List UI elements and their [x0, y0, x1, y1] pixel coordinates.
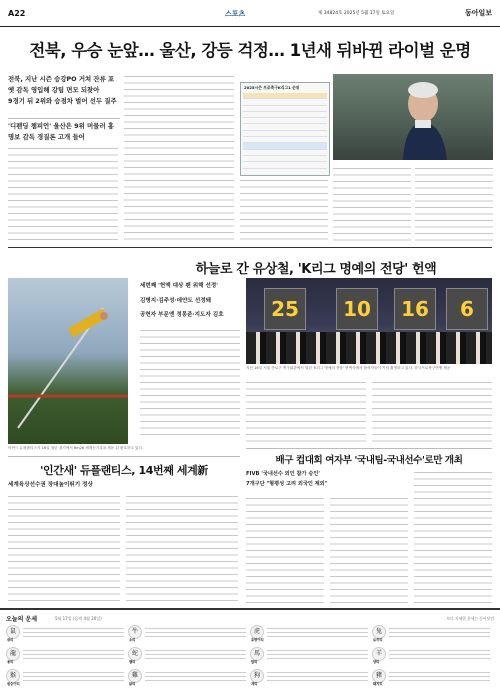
zodiac-entry: [250, 646, 368, 663]
main-headline: 전북, 우승 눈앞… 울산, 강등 걱정… 1년새 뒤바뀐 라이벌 운명: [29, 41, 471, 60]
jersey-number-3: 16: [394, 288, 436, 330]
article-body: [330, 496, 408, 604]
article-body: [124, 74, 234, 242]
article-body: [240, 178, 328, 242]
issue-info: 제 34824호 2025년 5월 17일 토요일: [318, 11, 395, 16]
divider: [8, 456, 240, 457]
horoscope-more: 보다 자세한 운세는 동아닷컴: [446, 616, 494, 621]
standings-grid: [243, 93, 327, 169]
article-body: [8, 494, 120, 604]
article-body: [140, 328, 240, 440]
feature-deck-3: 공헌자 부문엔 정몽준·지도자 김호: [140, 312, 224, 318]
zodiac-name: 원숭이띠: [7, 682, 20, 686]
article-body: [415, 166, 493, 242]
zodiac-name: 개띠: [251, 682, 258, 686]
horoscope-section: [0, 608, 500, 691]
page-header: [0, 0, 500, 27]
zodiac-sheep-icon: 羊: [372, 647, 386, 661]
zodiac-rat-icon: 鼠: [6, 625, 20, 639]
zodiac-name: 돼지띠: [373, 682, 383, 686]
horoscope-title: 오늘의 운세: [6, 616, 38, 623]
zodiac-entry: [128, 624, 246, 641]
section-divider: [8, 247, 492, 248]
coach-photo-illustration: [333, 74, 493, 160]
jersey-number-4: 6: [446, 288, 488, 330]
horoscope-date: 5월 17일 (음력 4월 20일): [55, 616, 102, 621]
zodiac-dog-icon: 狗: [250, 669, 264, 683]
zodiac-entry: [372, 646, 490, 663]
feature-headline: 하늘로 간 유상철, 'K리그 명예의 전당' 헌액: [195, 262, 437, 277]
zodiac-rabbit-icon: 兔: [372, 625, 386, 639]
coach-photo: [333, 74, 493, 160]
page-number: A22: [8, 9, 26, 18]
divider: [246, 448, 492, 449]
zodiac-name: 토끼띠: [373, 638, 383, 642]
pole-headline: '인간새' 듀플랜티스, 14번째 세계新: [40, 464, 208, 477]
table-title: 2025시즌 프로축구K리그1 순위: [244, 85, 300, 90]
zodiac-name: 용띠: [7, 660, 14, 664]
article-body: [333, 166, 411, 242]
volley-headline: 배구 컵대회 여자부 '국내팀-국내선수'로만 개최: [275, 455, 463, 466]
lead-deck-1: 전북, 지난 시즌 승강PO 거쳐 잔류 포옛 감독 영입해 강팀 면모 되찾아: [8, 75, 115, 94]
zodiac-entry: [128, 668, 246, 685]
article-body: [246, 496, 324, 604]
zodiac-entry: [128, 646, 246, 663]
section-label: 스포츠: [225, 10, 246, 18]
pole-vault-photo: [8, 278, 128, 444]
lead-deck-3: '디펜딩 챔피언' 울산은 9위 머물러 홍명보 감독 경질론 고개 들어: [8, 122, 114, 141]
zodiac-entry: [372, 624, 490, 641]
ceremony-caption: 지난 16일 서울 종로구 축구회관에서 열린 'K리그 명예의 전당' 헌액식에서 참석자들이 기념 촬영하고 있다. 한국프로축구연맹 제공: [246, 366, 451, 370]
zodiac-monkey-icon: 猴: [6, 669, 20, 683]
zodiac-pig-icon: 豬: [372, 669, 386, 683]
volley-deck-2: 7개구단 "형평성 고려 외국인 제외": [246, 481, 328, 487]
zodiac-entry: [250, 624, 368, 641]
zodiac-ox-icon: 牛: [128, 625, 142, 639]
feature-deck-2: 김병지·김주성·데얀도 선정돼: [140, 298, 212, 304]
ceremony-photo: [246, 278, 492, 364]
pole-deck: 세계육상선수권 장대높이뛰기 정상: [8, 482, 93, 488]
zodiac-dragon-icon: 龍: [6, 647, 20, 661]
ceremony-people: [246, 332, 492, 364]
zodiac-name: 닭띠: [129, 682, 136, 686]
jersey-number-2: 10: [336, 288, 378, 330]
pole-caption: 아먼드 듀플랜티스가 16일 열린 경기에서 6m26 세계신기록을 세운 뒤 환호하고 있다.: [8, 446, 144, 450]
zodiac-entry: [6, 646, 124, 663]
lead-deck-2: 9경기 뒤 2위와 승점차 벌어 선두 질주: [8, 97, 117, 105]
article-body: [246, 380, 366, 442]
zodiac-name: 쥐띠: [7, 638, 14, 642]
zodiac-entry: [6, 624, 124, 641]
zodiac-name: 호랑이띠: [251, 638, 264, 642]
article-body: [372, 380, 492, 442]
zodiac-name: 뱀띠: [129, 660, 136, 664]
zodiac-name: 소띠: [129, 638, 136, 642]
zodiac-tiger-icon: 虎: [250, 625, 264, 639]
divider: [8, 118, 120, 119]
zodiac-entry: [6, 668, 124, 685]
article-body: [8, 146, 118, 242]
zodiac-rooster-icon: 雞: [128, 669, 142, 683]
newspaper-logo: 동아일보: [464, 8, 492, 17]
article-body: [126, 494, 238, 604]
jersey-number-1: 25: [264, 288, 306, 330]
feature-deck-1: 세번째 '헌액 대상 팬 위해 선정': [140, 283, 219, 289]
volley-deck-1: FIVB '국내선수 외인 참가 승인': [246, 471, 320, 477]
zodiac-entry: [372, 668, 490, 685]
zodiac-name: 양띠: [373, 660, 380, 664]
zodiac-name: 말띠: [251, 660, 258, 664]
zodiac-snake-icon: 蛇: [128, 647, 142, 661]
zodiac-horse-icon: 馬: [250, 647, 264, 661]
zodiac-entry: [250, 668, 368, 685]
article-body: [414, 470, 492, 604]
pole-vault-illustration: [8, 278, 128, 444]
standings-table: [240, 82, 330, 176]
